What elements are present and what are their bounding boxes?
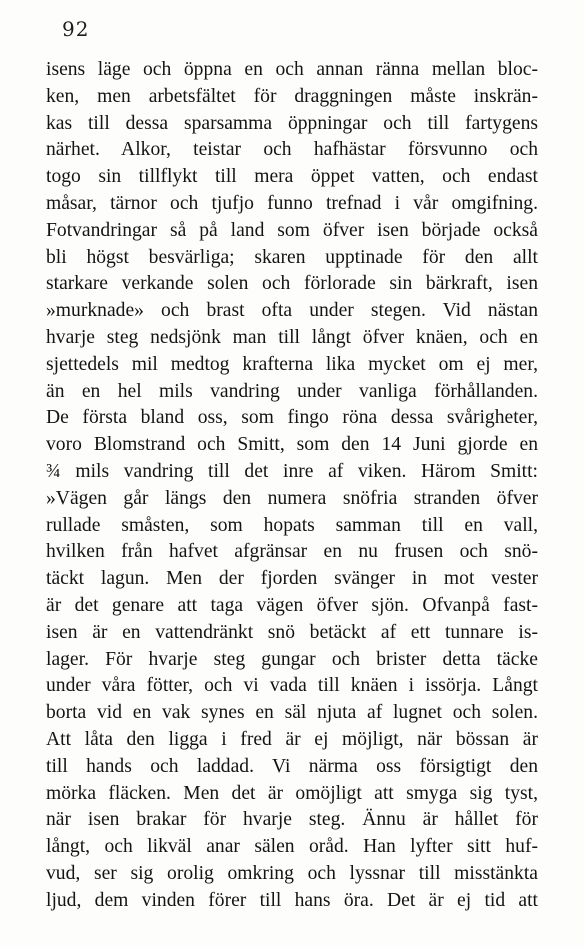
- text-line: hvilken från hafvet afgränsar en nu frusen och snö-: [46, 541, 538, 563]
- text-line: än en hel mils vandring under vanliga förhållanden.: [46, 380, 538, 402]
- text-line: »Vägen går längs den numera snöfria stranden öfver: [46, 487, 538, 509]
- text-line: rullade småsten, som hopats samman till en vall,: [46, 514, 538, 536]
- text-line: isens läge och öppna en och annan ränna mellan bloc-: [46, 59, 538, 80]
- text-line: kas till dessa sparsamma öppningar och till fartygens: [46, 112, 538, 134]
- text-line: borta vid en vak synes en säl njuta af lugnet och solen.: [46, 702, 538, 724]
- text-line: ¾ mils vandring till det inre af viken. Härom Smitt:: [46, 460, 538, 482]
- text-line: »murknade» och brast ofta under stegen. Vid nästan: [46, 300, 538, 322]
- body-text: [46, 57, 538, 915]
- text-line: hvarje steg nedsjönk man till långt öfver knäen, och en: [46, 326, 538, 348]
- text-line: vud, ser sig orolig omkring och lyssnar till misstänkta: [46, 862, 538, 884]
- text-line: voro Blomstrand och Smitt, som den 14 Juni gjorde en: [46, 434, 538, 456]
- text-line: under våra fötter, och vi vada till knäen i issörja. Långt: [46, 675, 538, 697]
- text-line: långt, och likväl anar sälen oråd. Han lyfter sitt huf-: [46, 836, 538, 858]
- text-line: Fotvandringar så på land som öfver isen började också: [46, 219, 538, 241]
- text-line: ljud, dem vinden förer till hans öra. Det är ej tid att: [46, 889, 538, 911]
- page-number: 92: [62, 17, 90, 41]
- text-line: till hands och laddad. Vi närma oss försigtigt den: [46, 755, 538, 777]
- text-line: De första bland oss, som fingo röna dessa svårigheter,: [46, 407, 538, 429]
- text-line: när isen brakar för hvarje steg. Ännu är hållet för: [46, 809, 538, 831]
- text-line: bli högst besvärliga; skaren upptinade för den allt: [46, 246, 538, 268]
- text-line: ken, men arbetsfältet för draggningen måste inskrän-: [46, 85, 538, 107]
- text-line: täckt lagun. Men der fjorden svänger in mot vester: [46, 568, 538, 590]
- text-line: Att låta den ligga i fred är ej möjligt, när bössan är: [46, 728, 538, 750]
- text-line: starkare verkande solen och förlorade sin bärkraft, isen: [46, 273, 538, 295]
- text-line: togo sin tillflykt till mera öppet vatten, och endast: [46, 166, 538, 188]
- text-line: mörka fläcken. Men det är omöjligt att smyga sig tyst,: [46, 782, 538, 804]
- text-line: lager. För hvarje steg gungar och brister detta täcke: [46, 648, 538, 670]
- text-line: isen är en vattendränkt snö betäckt af ett tunnare is-: [46, 621, 538, 643]
- text-line: är det genare att taga vägen öfver sjön. Ofvanpå fast-: [46, 594, 538, 616]
- text-line: sjettedels mil medtog krafterna lika mycket om ej mer,: [46, 353, 538, 375]
- text-line: närhet. Alkor, teistar och hafhästar försvunno och: [46, 139, 538, 161]
- text-line: måsar, tärnor och tjufjo funno trefnad i vår omgifning.: [46, 192, 538, 214]
